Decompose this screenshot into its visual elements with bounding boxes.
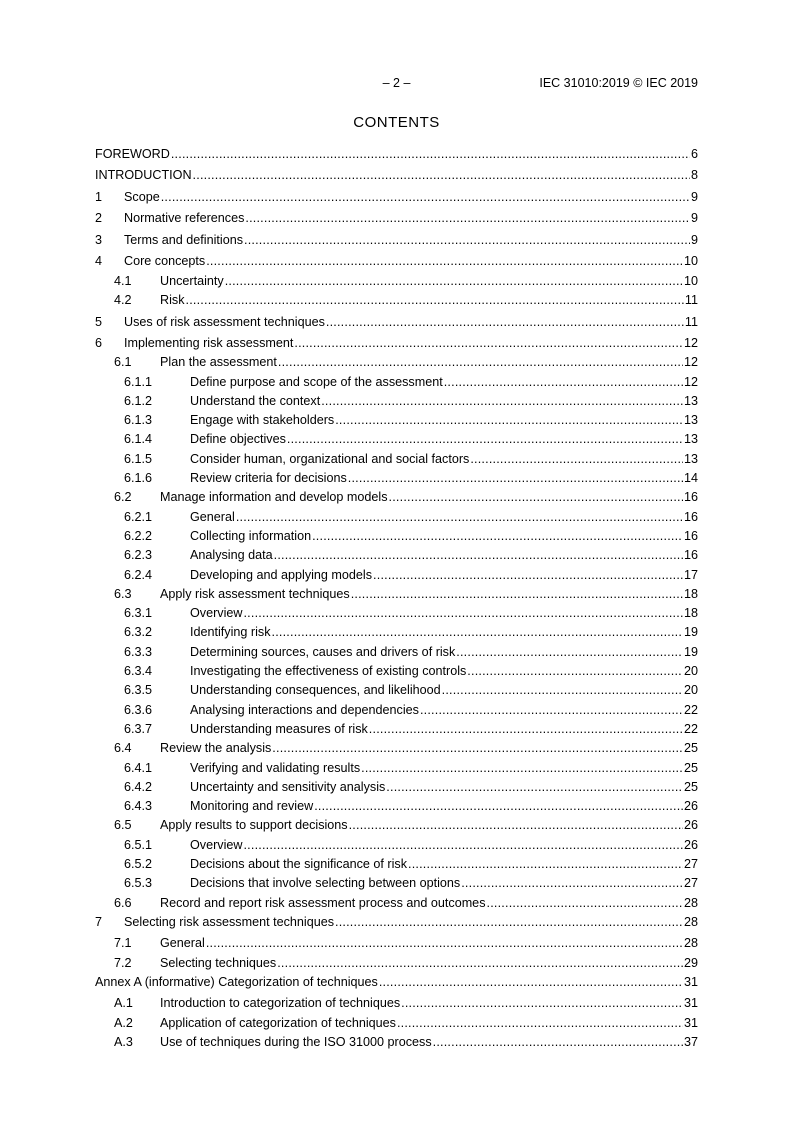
toc-entry-page: 8 [690,168,698,183]
toc-dot-leader [335,411,683,430]
toc-dot-leader [433,1033,683,1052]
toc-entry-title: Terms and definitions [124,232,244,247]
toc-entry-title: Apply risk assessment techniques [160,586,350,601]
toc-dot-leader [361,759,683,778]
toc-entry-page: 9 [690,189,698,204]
toc-entry[interactable] [95,585,698,604]
toc-entry-title: Normative references [124,211,245,226]
toc-entry[interactable] [95,1014,698,1033]
toc-entry-title: General [190,509,235,524]
toc-dot-leader [272,623,683,642]
toc-entry[interactable] [95,209,698,228]
toc-entry[interactable] [95,166,698,185]
toc-entry-page: 18 [683,586,698,601]
toc-entry[interactable] [95,662,698,681]
toc-entry[interactable] [95,720,698,739]
toc-entry-title: Annex A (informative) Categorization of techniques [95,974,378,989]
toc-dot-leader [278,353,683,372]
toc-entry[interactable] [95,231,698,250]
toc-entry-page: 22 [683,702,698,717]
toc-entry-title: Selecting techniques [160,955,277,970]
toc-entry-number: 6.2.3 [124,548,153,563]
toc-dot-leader [243,836,683,855]
toc-dot-leader [193,166,690,185]
toc-entry-number: 6.3.3 [124,644,153,659]
toc-entry[interactable] [95,913,698,932]
toc-entry[interactable] [95,313,698,332]
document-id: IEC 31010:2019 © IEC 2019 [539,76,698,90]
toc-dot-leader [326,313,684,332]
toc-entry-page: 19 [683,644,698,659]
toc-entry[interactable] [95,508,698,527]
toc-entry-title: Uncertainty [160,273,224,288]
toc-entry-number: 3 [95,232,103,247]
toc-entry[interactable] [95,836,698,855]
toc-dot-leader [351,585,683,604]
toc-dot-leader [314,797,683,816]
toc-entry-number: 6.3.1 [124,606,153,621]
toc-entry-page: 28 [683,914,698,929]
toc-entry[interactable] [95,701,698,720]
toc-entry[interactable] [95,954,698,973]
toc-entry-title: General [160,936,205,951]
toc-entry-number: 6.4.2 [124,779,153,794]
toc-dot-leader [206,934,683,953]
toc-entry-page: 25 [683,741,698,756]
toc-entry-number: 6.4.1 [124,760,153,775]
toc-entry-number: 6.3.4 [124,664,153,679]
toc-entry-number: 6.3.6 [124,702,153,717]
toc-dot-leader [225,272,683,291]
toc-entry-number: 7.1 [114,936,132,951]
toc-dot-leader [244,231,690,250]
toc-entry-title: Apply results to support decisions [160,818,348,833]
toc-entry-page: 26 [683,799,698,814]
toc-entry-title: Review criteria for decisions [190,471,347,486]
toc-entry-page: 31 [683,974,698,989]
toc-entry-page: 28 [683,895,698,910]
toc-entry-page: 31 [683,1015,698,1030]
toc-entry-page: 18 [683,606,698,621]
toc-entry[interactable] [95,816,698,835]
toc-dot-leader [386,778,683,797]
toc-entry-number: 4.1 [114,273,132,288]
toc-dot-leader [401,994,683,1013]
toc-entry[interactable] [95,994,698,1013]
toc-entry-title: Consider human, organizational and social factors [190,451,470,466]
toc-dot-leader [349,816,683,835]
toc-entry[interactable] [95,353,698,372]
toc-entry-page: 29 [683,955,698,970]
toc-entry-number: 6 [95,335,103,350]
toc-entry-title: Determining sources, causes and drivers of risk [190,644,456,659]
toc-dot-leader [272,739,683,758]
toc-dot-leader [487,894,683,913]
toc-entry-number: 6.1.1 [124,374,153,389]
toc-entry[interactable] [95,392,698,411]
toc-entry-page: 27 [683,876,698,891]
toc-dot-leader [277,954,683,973]
toc-entry[interactable] [95,546,698,565]
toc-entry-number: 6.1.6 [124,471,153,486]
toc-entry[interactable] [95,291,698,310]
toc-entry[interactable] [95,973,698,992]
toc-dot-leader [312,527,683,546]
toc-entry-page: 26 [683,818,698,833]
toc-entry-page: 37 [683,1035,698,1050]
toc-entry-page: 13 [683,432,698,447]
toc-entry-title: Decisions about the significance of risk [190,857,408,871]
table-of-contents [95,145,698,1052]
toc-entry[interactable] [95,874,698,893]
toc-entry[interactable] [95,430,698,449]
toc-dot-leader [444,373,683,392]
toc-entry-title: Manage information and develop models [160,490,388,505]
toc-entry-title: Investigating the effectiveness of existing controls [190,664,467,679]
toc-entry-title: Define purpose and scope of the assessment [190,374,443,389]
toc-entry-number: 6.3.5 [124,683,153,698]
toc-entry-number: 6.5 [114,818,132,833]
toc-dot-leader [456,643,683,662]
toc-entry-page: 10 [683,273,698,288]
toc-entry-number: 6.1.2 [124,393,153,408]
toc-entry[interactable] [95,527,698,546]
toc-dot-leader [470,450,683,469]
toc-entry-number: 6.6 [114,895,132,910]
toc-entry-title: Define objectives [190,432,286,447]
toc-entry-title: Understanding consequences, and likelihood [190,683,441,698]
toc-entry-page: 16 [683,490,698,505]
toc-entry-title: Record and report risk assessment process and outcomes [160,895,486,910]
toc-dot-leader [461,874,683,893]
toc-entry-page: 25 [683,760,698,775]
toc-entry-number: 6.1.5 [124,451,153,466]
toc-entry-title: Verifying and validating results [190,760,361,775]
toc-entry[interactable] [95,1033,698,1052]
toc-entry-page: 17 [683,567,698,582]
toc-entry-number: 6.5.1 [124,837,153,852]
toc-dot-leader [369,720,683,739]
toc-entry-number: 7 [95,914,103,929]
toc-entry-page: 28 [683,936,698,951]
toc-dot-leader [442,681,683,700]
toc-entry-title: Core concepts [124,254,206,269]
toc-entry-number: A.1 [114,996,133,1011]
toc-entry-title: Scope [124,189,160,204]
toc-entry-page: 13 [683,451,698,466]
toc-entry[interactable] [95,643,698,662]
toc-entry-page: 9 [690,211,698,226]
toc-entry-title: Developing and applying models [190,567,373,582]
toc-entry[interactable] [95,797,698,816]
toc-dot-leader [321,392,683,411]
toc-entry-page: 14 [683,471,698,486]
toc-dot-leader [161,188,690,207]
toc-entry-number: 6.1.4 [124,432,153,447]
toc-entry-number: 6.3.2 [124,625,153,640]
toc-entry-title: Engage with stakeholders [190,413,335,428]
toc-entry-number: 6.5.2 [124,857,153,871]
toc-dot-leader [274,546,683,565]
toc-entry[interactable] [95,373,698,392]
toc-entry-title: Understand the context [190,393,321,408]
toc-entry-page: 13 [683,393,698,408]
toc-entry-page: 19 [683,625,698,640]
toc-entry-number: 6.2 [114,490,132,505]
toc-entry-number: A.2 [114,1015,133,1030]
toc-dot-leader [294,334,683,353]
toc-entry-title: Collecting information [190,528,312,543]
toc-entry-page: 22 [683,721,698,736]
toc-entry-number: 6.1.3 [124,413,153,428]
toc-dot-leader [206,252,683,271]
toc-entry-title: INTRODUCTION [95,168,192,183]
toc-entry-page: 13 [683,413,698,428]
toc-entry[interactable] [95,334,698,353]
toc-entry-title: Plan the assessment [160,355,277,370]
toc-entry-number: 6.3.7 [124,721,153,736]
toc-entry[interactable] [95,681,698,700]
toc-entry-page: 10 [683,254,698,269]
toc-entry-page: 31 [683,996,698,1011]
toc-entry[interactable] [95,145,698,164]
toc-entry-number: A.3 [114,1035,133,1050]
toc-entry-title: Use of techniques during the ISO 31000 process [160,1035,432,1050]
toc-entry[interactable] [95,934,698,953]
toc-entry[interactable] [95,450,698,469]
toc-dot-leader [171,145,690,164]
toc-entry[interactable] [95,739,698,758]
toc-entry[interactable] [95,488,698,507]
toc-entry-title: Application of categorization of techniques [160,1015,396,1030]
toc-entry-title: Selecting risk assessment techniques [124,914,334,929]
toc-entry-title: Review the analysis [160,741,272,756]
toc-dot-leader [236,508,683,527]
toc-entry-page: 11 [684,314,698,329]
toc-entry-page: 25 [683,779,698,794]
toc-dot-leader [373,566,683,585]
toc-entry-title: Introduction to categorization of techniques [160,996,401,1011]
toc-dot-leader [379,973,683,992]
toc-entry-title: Risk [160,293,185,308]
toc-entry-page: 27 [683,857,698,871]
toc-entry-page: 12 [683,374,698,389]
toc-entry-title: Identifying risk [190,625,271,640]
page-number: – 2 – [382,76,411,90]
toc-entry[interactable] [95,759,698,778]
toc-dot-leader [397,1014,683,1033]
toc-entry[interactable] [95,469,698,488]
toc-entry-page: 12 [683,335,698,350]
toc-entry[interactable] [95,252,698,271]
toc-entry[interactable] [95,623,698,642]
toc-dot-leader [245,209,690,228]
toc-entry[interactable] [95,604,698,623]
toc-entry-page: 9 [690,232,698,247]
toc-entry-page: 6 [690,147,698,161]
toc-entry-title: Monitoring and review [190,799,314,814]
toc-entry-number: 4 [95,254,103,269]
toc-entry-title: Uses of risk assessment techniques [124,314,325,329]
toc-entry-number: 7.2 [114,955,132,970]
toc-entry[interactable] [95,566,698,585]
toc-dot-leader [408,855,683,874]
toc-entry[interactable] [95,778,698,797]
toc-dot-leader [467,662,683,681]
toc-entry-title: Overview [190,606,243,621]
toc-entry-title: Analysing data [190,548,273,563]
toc-entry-title: Implementing risk assessment [124,335,294,350]
toc-entry-number: 6.5.3 [124,876,153,891]
toc-entry-page: 26 [683,837,698,852]
toc-entry[interactable] [95,411,698,430]
toc-entry-title: Analysing interactions and dependencies [190,702,419,717]
toc-entry[interactable] [95,894,698,913]
toc-dot-leader [389,488,683,507]
toc-entry-number: 6.4.3 [124,799,153,814]
toc-entry-page: 16 [683,509,698,524]
page-title: CONTENTS [353,114,440,131]
toc-entry-number: 6.4 [114,741,132,756]
toc-entry-page: 16 [683,548,698,563]
toc-dot-leader [287,430,683,449]
toc-entry-page: 11 [684,293,698,308]
toc-entry-title: FOREWORD [95,147,170,161]
toc-entry-page: 20 [683,664,698,679]
toc-dot-leader [420,701,683,720]
toc-entry-number: 1 [95,189,103,204]
toc-entry-page: 16 [683,528,698,543]
toc-entry-number: 2 [95,211,103,226]
toc-entry-number: 5 [95,314,103,329]
toc-entry-number: 4.2 [114,293,132,308]
page-header [95,76,698,92]
toc-entry-title: Overview [190,837,243,852]
toc-dot-leader [348,469,683,488]
toc-entry-number: 6.2.4 [124,567,153,582]
toc-entry-title: Understanding measures of risk [190,721,368,736]
toc-entry-page: 12 [683,355,698,370]
toc-entry[interactable] [95,272,698,291]
toc-entry-number: 6.3 [114,586,132,601]
toc-dot-leader [335,913,683,932]
toc-entry-number: 6.2.2 [124,528,153,543]
toc-entry-title: Uncertainty and sensitivity analysis [190,779,386,794]
toc-entry-page: 20 [683,683,698,698]
toc-entry-number: 6.2.1 [124,509,153,524]
toc-dot-leader [186,291,684,310]
toc-entry-title: Decisions that involve selecting between options [190,876,461,891]
toc-dot-leader [243,604,683,623]
toc-entry-number: 6.1 [114,355,132,370]
toc-entry[interactable] [95,855,698,874]
toc-entry[interactable] [95,188,698,207]
